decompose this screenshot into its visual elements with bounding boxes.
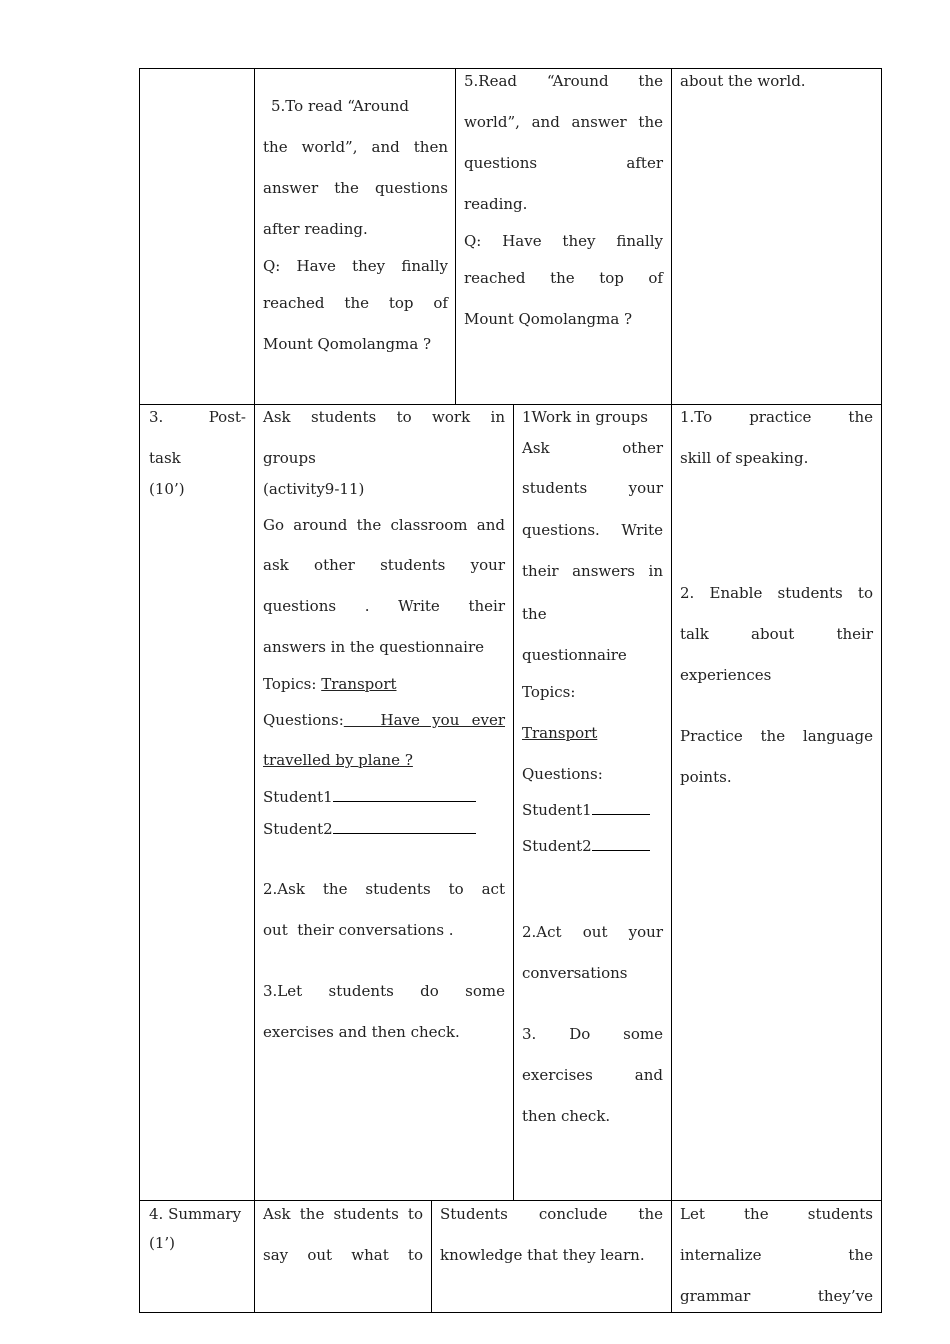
student2-line [522,830,663,862]
row2-teacher-activity-cell [263,397,505,1053]
text-line: questionnaire [522,646,627,664]
text-line: 3. Do some [522,1025,663,1043]
questions-value-cont: travelled by plane ? [263,751,413,769]
student2-label: Student2 [263,820,333,838]
text-line: Go around the classroom and [263,516,505,534]
text-line: reading. [464,195,528,213]
questions-label: Questions: [263,711,344,729]
text-line: talk about their [680,625,873,643]
stage-name-cont: task [149,449,181,467]
answer-blank [592,800,650,815]
text-line: (activity9-11) [263,480,365,498]
text-line: questions. Write [522,521,663,539]
question-line: Q: Have they finally [263,257,448,275]
question-line: reached the top of [464,269,663,287]
text-line: internalize the [680,1246,873,1264]
answer-blank [333,819,476,834]
row3-student-activity-cell [440,1194,663,1276]
stage-name: Post- [208,408,246,426]
text-line: 2. Enable students to [680,584,873,602]
text-line: 5.Read “Around the [464,72,663,90]
row1-purpose-cell [680,61,873,102]
text-line: Let the students [680,1205,873,1223]
text-line: experiences [680,666,772,684]
student2-label: Student2 [522,837,592,855]
questions-line-cont [263,740,505,781]
student1-line [522,790,663,830]
topics-line [263,668,505,700]
text-line: questions after [464,154,663,172]
text-line: groups [263,449,316,467]
question-line: Q: Have they finally [464,232,663,250]
text-line: their answers in [522,562,663,580]
text-line: points. [680,768,732,786]
text-line: 1Work in groups [522,408,648,426]
spacer [522,994,663,1014]
text-line: Students conclude the [440,1205,663,1223]
table-col-divider-row1 [455,68,456,405]
text-line: 1.To practice the [680,408,873,426]
row3-teacher-activity-cell [263,1194,423,1276]
row3-purpose-cell [680,1194,873,1317]
topics-value: Transport [321,675,397,693]
row2-student-activity-cell [522,397,663,1137]
text-line: conversations [522,964,628,982]
spacer [680,696,873,716]
questions-line [263,700,505,740]
text-line: questions . Write their [263,597,505,615]
row3-stage-cell [149,1194,246,1257]
text-line: out their conversations . [263,921,454,939]
text-line: after reading. [263,220,368,238]
text-line: students your [522,479,663,497]
text-line: 2.Ask the students to act [263,880,505,898]
table-col-divider-1 [254,68,255,1313]
text-line: Ask students to work in [263,408,505,426]
text-line: say out what to [263,1246,423,1264]
spacer [680,479,873,573]
row2-purpose-cell [680,397,873,798]
text-line: 2.Act out your [522,923,663,941]
stage-time: (1’) [149,1234,176,1252]
answer-blank [333,787,476,802]
spacer [263,951,505,971]
question-line: reached the top of [263,294,448,312]
topics-value: Transport [522,724,598,742]
text-line: then check. [522,1107,611,1125]
text-line: Ask the students to [263,1205,423,1223]
text-line: grammar they’ve [680,1287,873,1305]
table-col-divider-row2 [513,404,514,1201]
topics-label: Topics: [522,683,576,701]
text-line: exercises and [522,1066,663,1084]
text-line: world”, and answer the [464,113,663,131]
stage-title: 4. Summary [149,1205,242,1223]
text-line: answer the questions [263,179,448,197]
text-line: knowledge that they learn. [440,1246,645,1264]
student1-label: Student1 [522,801,592,819]
stage-time: (10’) [149,480,185,498]
questions-value: Have you ever [343,711,505,729]
text-line: 5.To read “Around [271,97,410,115]
text-line: Practice the language [680,727,873,745]
stage-title [149,397,246,438]
text-line: ask other students your [263,556,505,574]
row1-stage-cell [140,69,254,404]
text-line: the world”, and then [263,138,448,156]
text-line: answers in the questionnaire [263,638,485,656]
spacer [522,862,663,912]
questions-label: Questions: [522,765,603,783]
question-line: Mount Qomolangma ? [263,335,432,353]
text-line: skill of speaking. [680,449,809,467]
question-line: Mount Qomolangma ? [464,310,633,328]
table-col-divider-row3 [431,1200,432,1313]
row2-stage-cell [149,397,246,505]
text-line: Ask other [522,439,663,457]
row1-student-activity-cell [464,61,663,340]
student1-label: Student1 [263,788,333,806]
answer-blank [592,836,650,851]
text-line: 3.Let students do some [263,982,505,1000]
text-line: about the world. [680,72,806,90]
row1-teacher-activity-cell [263,86,448,365]
stage-number: 3. [149,408,164,426]
spacer [263,849,505,869]
topics-label: Topics: [263,675,322,693]
table-border-right [881,68,882,1313]
student2-line [263,809,505,849]
text-line: exercises and then check. [263,1023,460,1041]
table-col-divider-3 [671,68,672,1313]
text-line: the [522,605,547,623]
